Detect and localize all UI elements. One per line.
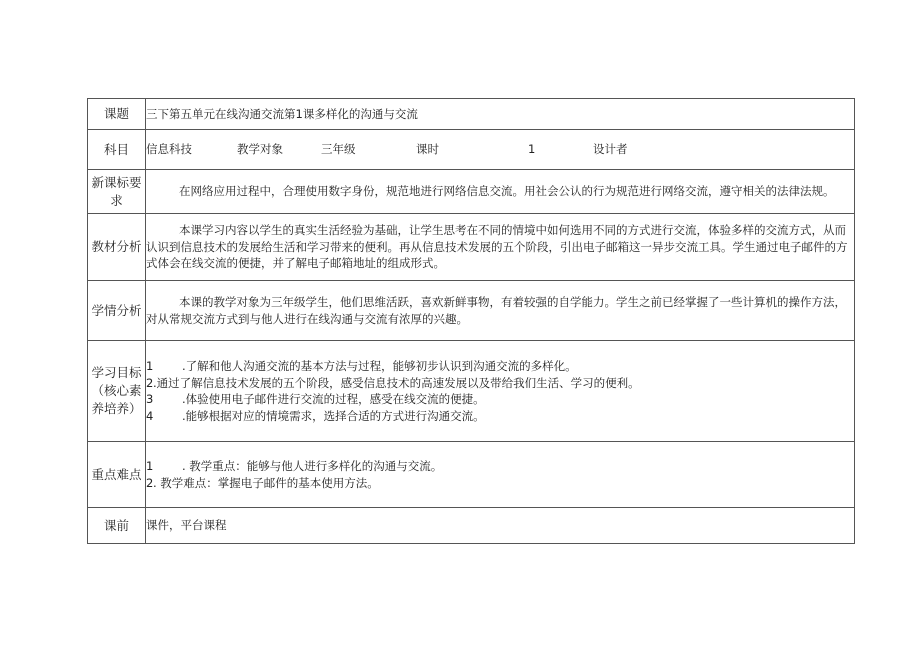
objective-text: .体验使用电子邮件进行交流的过程，感受在线交流的便捷。 — [182, 392, 485, 406]
objectives-label-line1: 学习目标 — [91, 365, 142, 380]
objectives-label — [88, 341, 146, 442]
subject-label: 科目 — [88, 130, 146, 170]
key-point-text: . 教学难点：掌握电子邮件的基本使用方法。 — [153, 475, 379, 490]
key-point-text: . 教学重点：能够与他人进行多样化的沟通与交流。 — [182, 459, 443, 473]
audience-label: 教学对象 — [237, 141, 283, 156]
designer-label: 设计者 — [593, 141, 628, 156]
row-learner — [88, 281, 855, 341]
learner-cell — [146, 281, 855, 341]
row-key-points — [88, 442, 855, 508]
lesson-plan-document — [87, 98, 855, 544]
preclass-value: 课件，平台课程 — [146, 508, 855, 544]
preclass-label: 课前 — [88, 508, 146, 544]
objective-text: .通过了解信息技术发展的五个阶段，感受信息技术的高速发展以及带给我们生活、学习的便利。 — [153, 375, 640, 390]
objectives-label-line2: （核心素 — [91, 383, 142, 398]
material-label: 教材分析 — [88, 214, 146, 281]
key-points-label: 重点难点 — [88, 442, 146, 508]
key-point-item — [146, 458, 854, 475]
learner-text: 本课的教学对象为三年级学生，他们思维活跃，喜欢新鲜事物，有着较强的自学能力。学生之前已经掌握了一些计算机的操作方法，对从常规交流方式到与他人进行在线沟通与交流有浓厚的兴趣。 — [146, 295, 846, 326]
objective-text: .能够根据对应的情境需求，选择合适的方式进行沟通交流。 — [182, 408, 485, 423]
topic-value: 三下第五单元在线沟通交流第1课多样化的沟通与交流 — [146, 99, 855, 130]
row-preclass — [88, 508, 855, 544]
topic-label: 课题 — [88, 99, 146, 130]
lesson-plan-table — [87, 98, 855, 544]
row-topic — [88, 99, 855, 130]
standard-cell — [146, 170, 855, 214]
objective-num: 3 — [146, 392, 154, 406]
learner-label: 学情分析 — [88, 281, 146, 341]
objective-item: 2.通过了解信息技术发展的五个阶段，感受信息技术的高速发展以及带给我们生活、学习的便利。 — [146, 375, 640, 390]
key-point-num: 1 — [146, 459, 154, 473]
objectives-label-line3: 养培养） — [91, 401, 142, 416]
objectives-cell — [146, 341, 855, 442]
standard-label — [88, 170, 146, 214]
subject-value: 信息科技 — [146, 141, 192, 156]
period-value: 1 — [528, 141, 536, 156]
standard-label-line2: 求 — [110, 192, 123, 208]
key-point-item: 2. 教学难点：掌握电子邮件的基本使用方法。 — [146, 475, 379, 490]
row-material — [88, 214, 855, 281]
objective-item — [146, 408, 854, 425]
material-cell — [146, 214, 855, 281]
row-subject — [88, 130, 855, 170]
audience-value: 三年级 — [321, 141, 356, 156]
row-standard — [88, 170, 855, 214]
standard-text: 在网络应用过程中，合理使用数字身份，规范地进行网络信息交流。用社会公认的行为规范进行网络交流，遵守相关的法律法规。 — [179, 184, 835, 199]
subject-details — [146, 130, 855, 170]
objective-num: 1 — [146, 359, 154, 373]
standard-label-line1: 新课标要 — [91, 174, 142, 190]
objective-text: .了解和他人沟通交流的基本方法与过程，能够初步认识到沟通交流的多样化。 — [182, 359, 577, 373]
objective-item — [146, 358, 854, 375]
objective-num: 4 — [146, 408, 154, 423]
material-text: 本课学习内容以学生的真实生活经验为基础，让学生思考在不同的情境中如何选用不同的方式进行交流，体验多样的交流方式，从而认识到信息技术的发展给生活和学习带来的便利。再从信息技术发展的五个阶段，引出电子邮箱这一异步交流工具。学生通过电子邮件的方式体会在线交流的便捷，并了解电子邮箱地址的组成形式。 — [146, 223, 848, 271]
period-label: 课时 — [416, 141, 439, 156]
objective-item — [146, 391, 854, 408]
key-points-cell — [146, 442, 855, 508]
row-objectives — [88, 341, 855, 442]
